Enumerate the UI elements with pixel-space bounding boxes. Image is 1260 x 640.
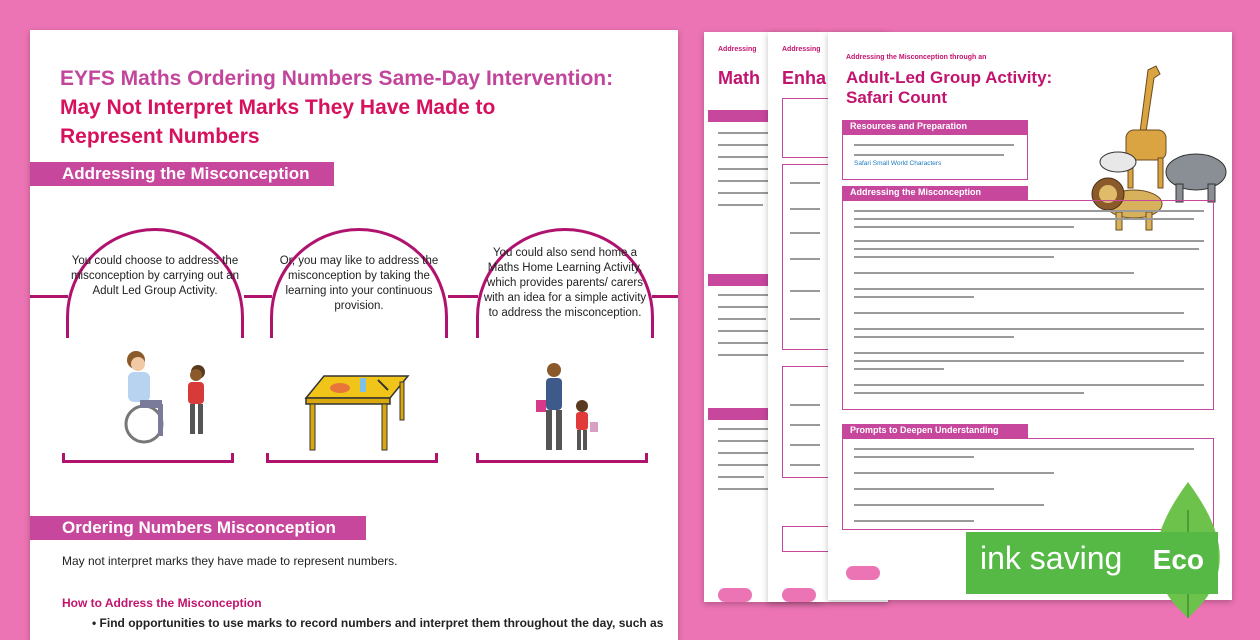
resources-band-label: Resources and Preparation <box>850 121 968 131</box>
how-to-address-title: How to Address the Misconception <box>62 596 262 610</box>
addressing-band-label: Addressing the Misconception <box>850 187 982 197</box>
back-page-2-kicker: Addressing <box>782 46 821 53</box>
option-text-2: Or, you may like to address the misconception by taking the learning into your continuous provision. <box>279 255 439 312</box>
page-title-line2: May Not Interpret Marks They Have Made to <box>60 96 496 119</box>
option-text-1: You could choose to address the misconception by carrying out an Adult Led Group Activity. <box>70 255 240 297</box>
eco-label: Eco <box>1152 544 1204 575</box>
back-page-2-title: Enha <box>782 68 827 88</box>
ink-saving-label: ink saving <box>980 540 1123 576</box>
page-title-line1: EYFS Maths Ordering Numbers Same-Day Intervention: <box>60 67 614 90</box>
back-page-1-title: Math <box>718 68 760 88</box>
resources-box <box>842 134 1028 180</box>
prompts-band-label: Prompts to Deepen Understanding <box>850 425 999 435</box>
safari-kicker: Addressing the Misconception through an <box>846 54 987 61</box>
option-text-3: You could also send home a Maths Home Learning Activity, which provides parents/ carers with an idea for a simple activity to address the misconception. <box>483 247 647 319</box>
shelf-1 <box>62 460 234 463</box>
safari-title-line2: Safari Count <box>846 88 948 107</box>
addressing-box <box>842 200 1214 410</box>
bullet-1-text: Find opportunities to use marks to record numbers and interpret them throughout the day, such as <box>99 616 664 630</box>
safari-title-line1: Adult-Led Group Activity: <box>846 68 1053 87</box>
main-document-page <box>30 30 678 640</box>
twinkl-logo <box>718 588 752 602</box>
twinkl-logo-3 <box>846 566 880 580</box>
section-heading-misconception: Ordering Numbers Misconception <box>30 516 366 540</box>
table-illustration <box>300 368 410 452</box>
safari-title <box>846 68 1052 108</box>
page-title-line3: Represent Numbers <box>60 125 260 148</box>
shelf-3 <box>476 460 648 463</box>
section-heading-addressing: Addressing the Misconception <box>30 162 334 186</box>
bullet-1: • Find opportunities to use marks to record numbers and interpret them throughout the day, such as <box>92 616 664 630</box>
safari-link[interactable]: Safari Small World Characters <box>854 160 942 167</box>
misconception-text: May not interpret marks they have made to represent numbers. <box>62 554 398 568</box>
ink-saving-badge <box>966 532 1218 594</box>
page-title <box>60 64 660 151</box>
twinkl-logo-2 <box>782 588 816 602</box>
parent-child-walking-illustration <box>524 360 604 456</box>
back-page-1-kicker: Addressing <box>718 46 757 53</box>
adult-child-illustration <box>114 348 214 448</box>
shelf-2 <box>266 460 438 463</box>
